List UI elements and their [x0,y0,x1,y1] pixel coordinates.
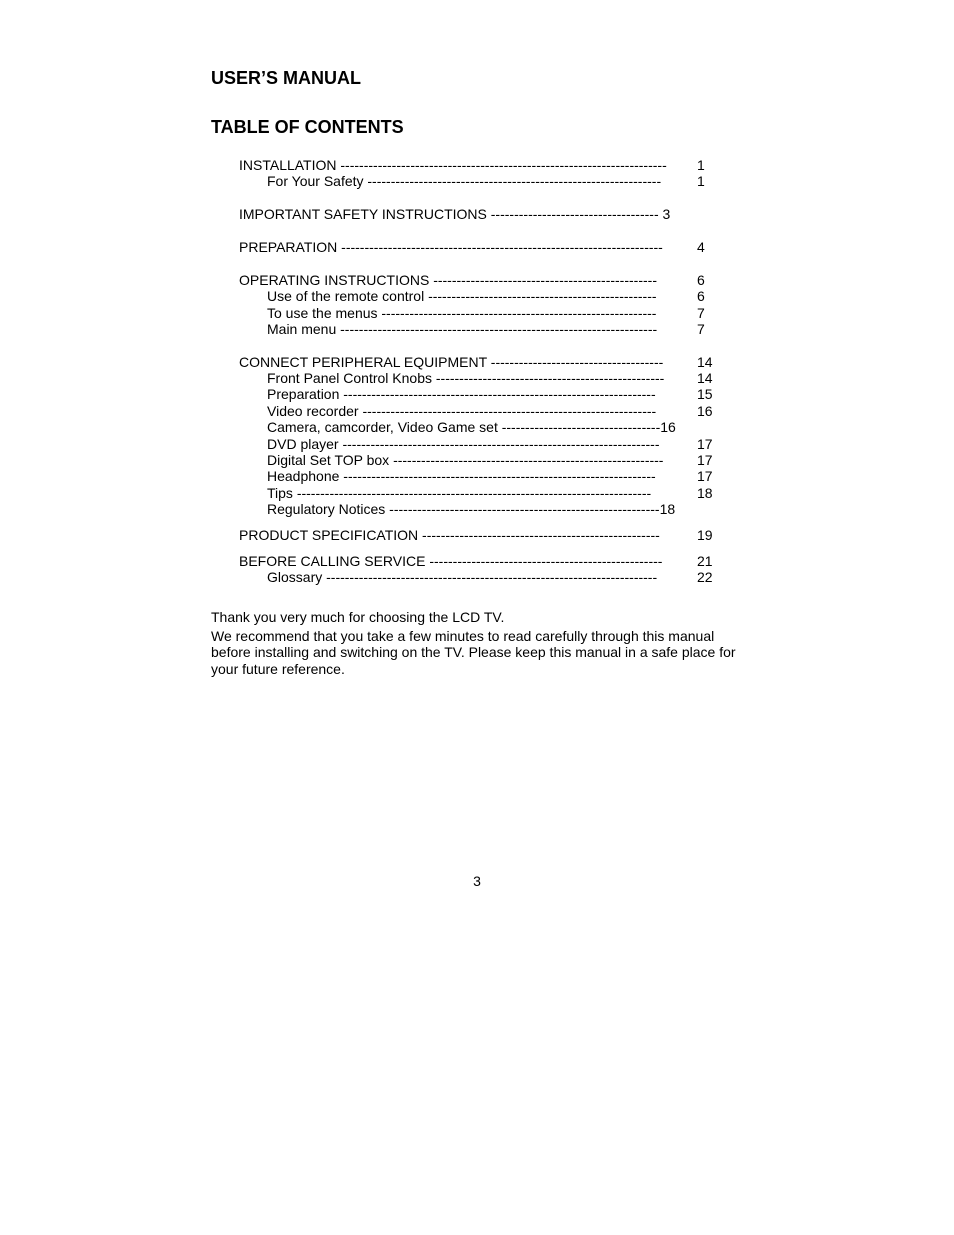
toc-page-number: 15 [697,386,713,403]
toc-entry-preparation: PREPARATION --------------------------------------------------------------------- 4 [239,238,705,255]
toc-page-number: 14 [697,370,713,387]
manual-title: USER’S MANUAL [211,68,362,88]
toc-entry-front-panel: Front Panel Control Knobs ------------------------------------------------- 14 [267,370,713,387]
toc-page-number: 7 [697,320,705,337]
toc-page-number: 1 [697,173,705,190]
toc-page-number: 7 [697,304,705,321]
toc-entry-video-recorder: Video recorder --------------------------------------------------------------- 16 [267,402,713,419]
toc-entry-camera: Camera, camcorder, Video Game set ----------------------------------16 [267,419,676,436]
toc-entry-dvd: DVD player -------------------------------------------------------------------- 17 [267,435,713,452]
toc-entry-digital-set-top: Digital Set TOP box ---------------------------------------------------------- 17 [267,452,713,469]
toc-entry-glossary: Glossary ----------------------------------------------------------------------- 22 [267,569,713,586]
toc-entry-before-service: BEFORE CALLING SERVICE -------------------------------------------------- 21 [239,552,713,569]
toc-heading: TABLE OF CONTENTS [211,117,404,137]
toc-page-number: 1 [697,157,705,173]
toc-page-number: 21 [697,552,713,569]
toc-page-number: 6 [697,288,705,305]
toc-entry-tips: Tips ---------------------------------------------------------------------------- 18 [267,484,713,501]
page-number: 3 [473,873,481,889]
table-of-contents [239,157,739,586]
toc-page-number: 17 [697,435,713,452]
toc-page-number: 22 [697,569,713,586]
toc-page-number: 6 [697,271,705,288]
toc-entry-installation: INSTALLATION ---------------------------------------------------------------------- 1 [239,157,705,173]
toc-page-number: 14 [697,353,713,370]
toc-entry-important: IMPORTANT SAFETY INSTRUCTIONS ------------------------------------ 3 [239,206,671,223]
toc-entry-operating: OPERATING INSTRUCTIONS ------------------------------------------------ 6 [239,271,705,288]
toc-entry-remote: Use of the remote control ------------------------------------------------- 6 [267,288,705,305]
toc-entry-preparation-sub: Preparation ------------------------------------------------------------------- 15 [267,386,713,403]
toc-page-number: 4 [697,238,705,255]
toc-page-number: 18 [697,484,713,501]
intro-text [211,609,741,679]
toc-entry-menus: To use the menus ----------------------------------------------------------- 7 [267,304,705,321]
intro-recommendation: We recommend that you take a few minutes to read carefully through this manual before installing and switching on the TV. Please keep this manual in a safe place for your future reference. [211,627,736,677]
toc-page-number: 17 [697,468,713,485]
toc-entry-product-spec: PRODUCT SPECIFICATION --------------------------------------------------- 19 [239,527,713,544]
toc-page-number: 17 [697,452,713,469]
intro-thanks: Thank you very much for choosing the LCD TV. [211,609,505,625]
toc-entry-safety: For Your Safety --------------------------------------------------------------- 1 [267,173,705,190]
toc-page-number: 19 [697,527,713,544]
toc-page-number: 16 [697,402,713,419]
toc-entry-main-menu: Main menu -------------------------------------------------------------------- 7 [267,320,705,337]
toc-entry-headphone: Headphone ------------------------------------------------------------------- 17 [267,468,713,485]
toc-entry-connect: CONNECT PERIPHERAL EQUIPMENT ------------------------------------- 14 [239,353,713,370]
toc-entry-regulatory: Regulatory Notices ----------------------------------------------------------18 [267,501,676,518]
